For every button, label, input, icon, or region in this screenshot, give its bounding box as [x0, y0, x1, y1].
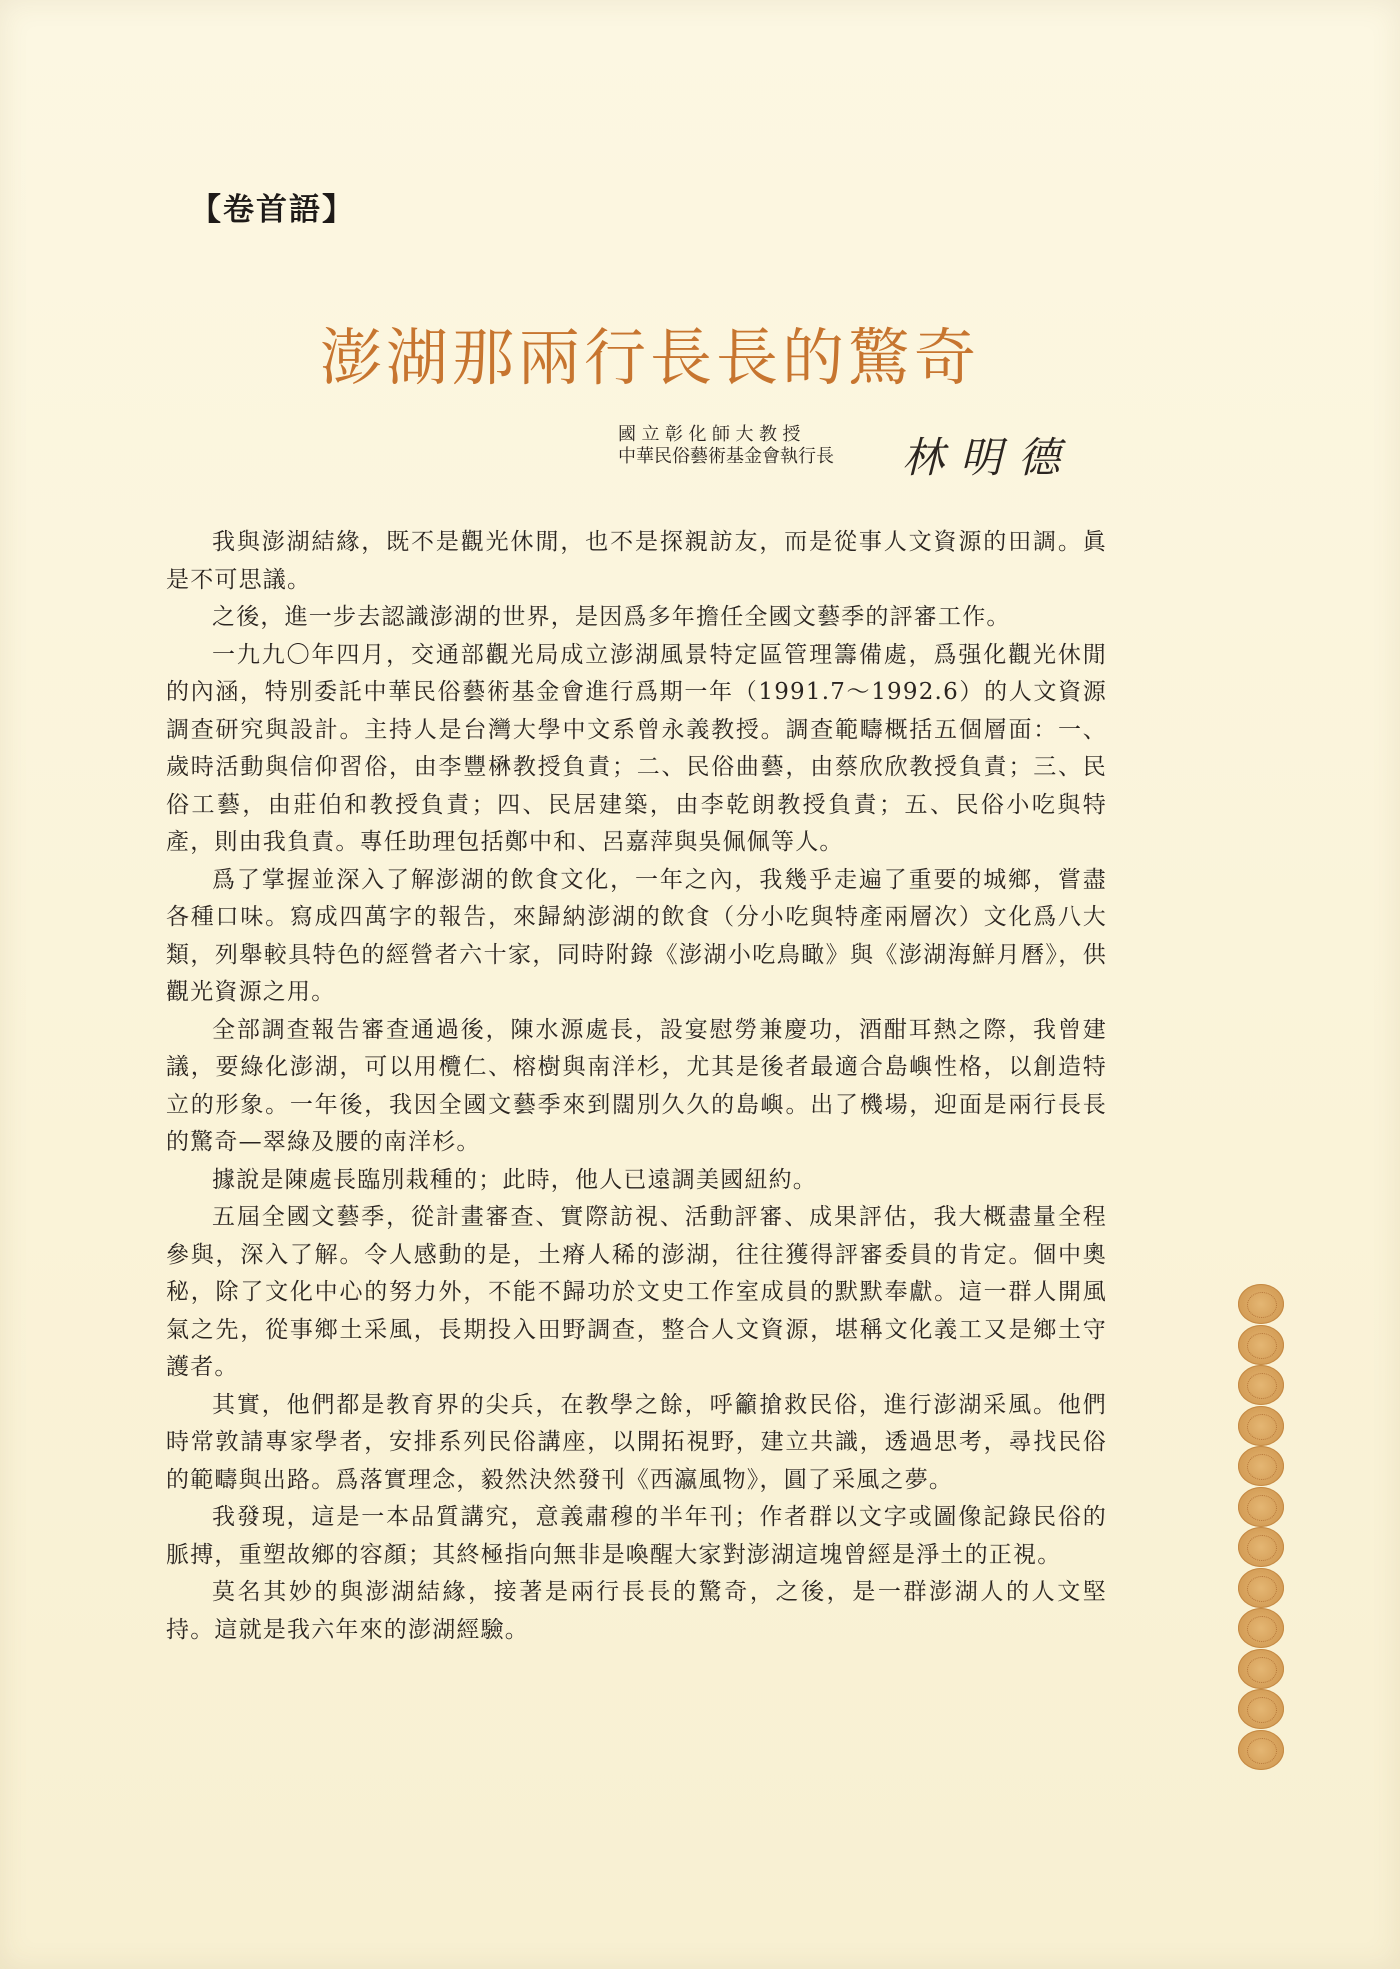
section-label: 【卷首語】 — [190, 192, 355, 228]
seal-ornament-icon — [1238, 1487, 1284, 1527]
seal-ornament-icon — [1238, 1730, 1284, 1770]
paragraph-2: 之後，進一步去認識澎湖的世界，是因爲多年擔任全國文藝季的評審工作。 — [212, 604, 1011, 630]
seal-ornament-icon — [1238, 1689, 1284, 1729]
author-signature: 林明德 — [902, 433, 1077, 482]
affiliation-line-1: 國立彰化師大教授 — [618, 424, 806, 445]
paragraph-9: 我發現，這是一本品質講究，意義肅穆的半年刊；作者群以文字或圖像記錄民俗的脈搏，重塑故鄉的容顏；其終極指向無非是喚醒大家對澎湖這塊曾經是淨土的正視。 — [166, 1504, 1107, 1568]
paragraph-8: 其實，他們都是教育界的尖兵，在教學之餘，呼籲搶救民俗，進行澎湖采風。他們時常敦請專家學者，安排系列民俗講座，以開拓視野，建立共識，透過思考，尋找民俗的範疇與出路。爲落實理念，毅然決然發刊《西瀛風物》，圓了采風之夢。 — [166, 1391, 1107, 1493]
paragraph-4: 爲了掌握並深入了解澎湖的飲食文化，一年之內，我幾乎走遍了重要的城鄉，嘗盡各種口味。寫成四萬字的報告，來歸納澎湖的飲食（分小吃與特產兩層次）文化爲八大類，列舉較具特色的經營者六十家，同時附錄《澎湖小吃鳥瞰》與《澎湖海鮮月曆》，供觀光資源之用。 — [166, 866, 1107, 1005]
seal-ornament-icon — [1238, 1568, 1284, 1608]
paragraph-7: 五屆全國文藝季，從計畫審查、實際訪視、活動評審、成果評估，我大概盡量全程參與，深入了解。令人感動的是，土瘠人稀的澎湖，往往獲得評審委員的肯定。個中奧秘，除了文化中心的努力外，不能不歸功於文史工作室成員的默默奉獻。這一群人開風氣之先，從事鄉土采風，長期投入田野調查，整合人文資源，堪稱文化義工又是鄉土守護者。 — [166, 1204, 1107, 1380]
paragraph-5: 全部調查報告審查通過後，陳水源處長，設宴慰勞兼慶功，酒酣耳熱之際，我曾建議，要綠化澎湖，可以用欖仁、榕樹與南洋杉，尤其是後者最適合島嶼性格，以創造特立的形象。一年後，我因全國文藝季來到闊別久久的島嶼。出了機場，迎面是兩行長長的驚奇—翠綠及腰的南洋杉。 — [166, 1016, 1107, 1155]
paragraph-6: 據說是陳處長臨別栽種的；此時，他人已遠調美國紐約。 — [212, 1166, 817, 1193]
seal-ornament-icon — [1238, 1608, 1284, 1648]
paragraph-3: 一九九〇年四月，交通部觀光局成立澎湖風景特定區管理籌備處，爲强化觀光休閒的內涵，特別委託中華民俗藝術基金會進行爲期一年（1991.7～1992.6）的人文資源調查研究與設計。主持人是台灣大學中文系曾永義教授。調查範疇概括五個層面：一、歲時活動與信仰習俗，由李豐楙教授負責；二、民俗曲藝，由蔡欣欣教授負責；三、民俗工藝，由莊伯和教授負責；四、民居建築，由李乾朗教授負責；五、民俗小吃與特產，則由我負責。專任助理包括鄭中和、呂嘉萍與吳佩佩等人。 — [166, 641, 1107, 855]
decorative-seal-strip — [1238, 1284, 1284, 1772]
seal-ornament-icon — [1238, 1365, 1284, 1405]
seal-ornament-icon — [1238, 1527, 1284, 1567]
author-affiliation — [618, 424, 918, 468]
article-body — [166, 524, 1107, 1649]
seal-ornament-icon — [1238, 1406, 1284, 1446]
seal-ornament-icon — [1238, 1446, 1284, 1486]
paragraph-10: 莫名其妙的與澎湖結緣，接著是兩行長長的驚奇，之後，是一群澎湖人的人文堅持。這就是我六年來的澎湖經驗。 — [166, 1579, 1107, 1643]
page-title: 澎湖那兩行長長的驚奇 — [320, 321, 981, 394]
seal-ornament-icon — [1238, 1325, 1284, 1365]
seal-ornament-icon — [1238, 1284, 1284, 1324]
affiliation-line-2: 中華民俗藝術基金會執行長 — [618, 446, 834, 467]
paragraph-1: 我與澎湖結緣，既不是觀光休閒，也不是探親訪友，而是從事人文資源的田調。眞是不可思議。 — [166, 529, 1107, 593]
seal-ornament-icon — [1238, 1649, 1284, 1689]
